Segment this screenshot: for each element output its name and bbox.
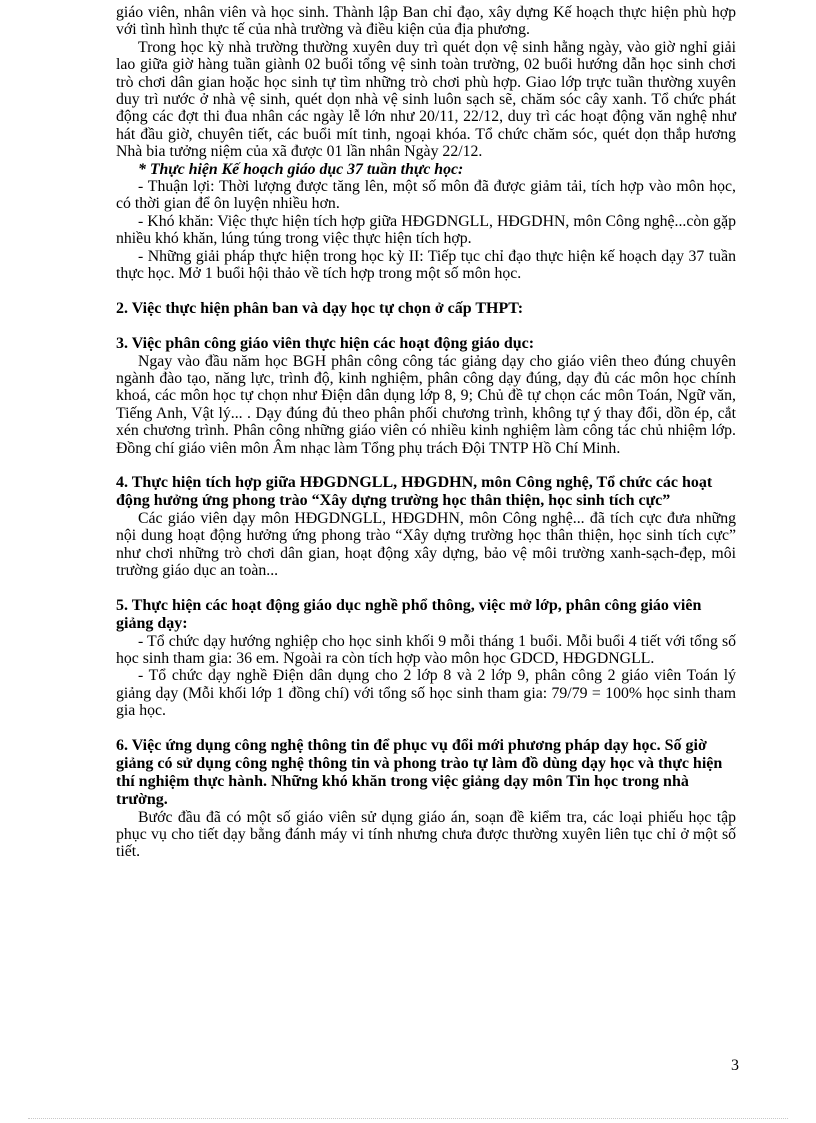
section-heading-4: 4. Thực hiện tích hợp giữa HĐGDNGLL, HĐGDHN, môn Công nghệ, Tổ chức các hoạt động hưởng ứng phong trào “Xây dựng trường học thân thiện, học sinh tích cực” <box>116 473 713 509</box>
paragraph-difficulties: - Khó khăn: Việc thực hiện tích hợp giữa HĐGDNGLL, HĐGDHN, môn Công nghệ...còn gặp nhiều khó khăn, lúng túng trong việc thực hiện tích hợp. <box>116 212 736 248</box>
section-heading-5: 5. Thực hiện các hoạt động giáo dục nghề phổ thông, việc mở lớp, phân công giáo viên giảng dạy: <box>116 596 702 632</box>
paragraph-teacher-assignment: Ngay vào đầu năm học BGH phân công công tác giảng dạy cho giáo viên theo đúng chuyên ngành đào tạo, năng lực, trình độ, kinh nghiệm, phân công dạy đúng, dạy đủ các môn học chính khoá, các môn học tự chọn như Điện dân dụng lớp 8, 9; Chủ đề tự chọn các môn Toán, Ngữ văn, Tiếng Anh, Vật lý... . Dạy đúng đủ theo phân phối chương trình, không tự ý thay đổi, dồn ép, cắt xén chương trình. Phân công những giáo viên có nhiều kinh nghiệm làm công tác chủ nhiệm lớp. Đồng chí giáo viên môn Âm nhạc làm Tổng phụ trách Đội TNTP Hồ Chí Minh. <box>116 352 736 457</box>
paragraph-hygiene-activities: Trong học kỳ nhà trường thường xuyên duy trì quét dọn vệ sinh hằng ngày, vào giờ nghỉ giải lao giữa giờ hàng tuần giành 02 buổi tổng vệ sinh toàn trường, 02 buổi hướng dẫn học sinh chơi trò chơi dân gian hoặc học sinh tự tìm những trò chơi phù hợp. Giao lớp trực tuần thường xuyên duy trì nước ở nhà vệ sinh, quét dọn nhà vệ sinh luôn sạch sẽ, chăm sóc cây xanh. Tổ chức phát động các đợt thi đua nhân các ngày lễ lớn như 20/11, 22/12, duy trì các hoạt động văn nghệ như hát đầu giờ, chuyên tiết, các buổi mít tinh, ngoại khóa. Tổ chức chăm sóc, quét dọn thắp hương Nhà bia tưởng niệm của xã được 01 lần nhân Ngày 22/12. <box>116 38 736 161</box>
paragraph-advantages: - Thuận lợi: Thời lượng được tăng lên, một số môn đã được giảm tải, tích hợp vào môn học, có thời gian để ôn luyện nhiều hơn. <box>116 178 736 213</box>
paragraph-intro-continuation: giáo viên, nhân viên và học sinh. Thành lập Ban chỉ đạo, xây dựng Kế hoạch thực hiện phù hợp với tình hình thực tế của nhà trường và điều kiện của địa phương. <box>116 4 736 39</box>
paragraph-solutions: - Những giải pháp thực hiện trong học kỳ II: Tiếp tục chỉ đạo thực hiện kế hoạch dạy 37 tuần thực học. Mở 1 buổi hội thảo về tích hợp trong một số môn học. <box>116 247 736 283</box>
paragraph-vocational-class: - Tổ chức dạy nghề Điện dân dụng cho 2 lớp 8 và 2 lớp 9, phân công 2 giáo viên Toán lý giảng dạy (Mỗi khối lớp 1 đồng chí) với tổng số học sinh tham gia: 79/79 = 100% học sinh tham gia học. <box>116 667 736 720</box>
section-heading-2: 2. Việc thực hiện phân ban và dạy học tự chọn ở cấp THPT: <box>116 299 524 317</box>
page-body <box>116 4 736 861</box>
paragraph-career-guidance: - Tổ chức dạy hướng nghiệp cho học sinh khối 9 mỗi tháng 1 buổi. Mỗi buổi 4 tiết với tổng số học sinh tham gia: 36 em. Ngoài ra còn tích hợp vào môn học GDCD, HĐGDNGLL. <box>116 632 736 667</box>
subheading-37-week-plan: * Thực hiện Kế hoạch giáo dục 37 tuần thực học: <box>138 160 464 178</box>
page-number: 3 <box>731 1057 739 1074</box>
paragraph-it-usage: Bước đầu đã có một số giáo viên sử dụng giáo án, soạn đề kiểm tra, các loại phiếu học tập phục vụ cho tiết dạy bằng đánh máy vi tính nhưng chưa được thường xuyên liên tục chỉ ở một số tiết. <box>116 808 736 861</box>
paragraph-integration: Các giáo viên dạy môn HĐGDNGLL, HĐGDHN, môn Công nghệ... đã tích cực đưa những nội dung hoạt động hưởng ứng phong trào “Xây dựng trường học thân thiện, học sinh tích cực” như chơi những trò chơi dân gian, hoạt động xây dựng, bảo vệ môi trường xanh-sạch-đẹp, môi trường giáo dục an toàn... <box>116 509 736 580</box>
page-bottom-divider <box>28 1118 788 1119</box>
section-heading-3: 3. Việc phân công giáo viên thực hiện các hoạt động giáo dục: <box>116 334 535 352</box>
section-heading-6: 6. Việc ứng dụng công nghệ thông tin để phục vụ đổi mới phương pháp dạy học. Số giờ giảng có sử dụng công nghệ thông tin và phong trào tự làm đồ dùng dạy học và thực hiện thí nghiệm thực hành. Những khó khăn trong việc giảng dạy môn Tin học trong nhà trường. <box>116 736 723 808</box>
